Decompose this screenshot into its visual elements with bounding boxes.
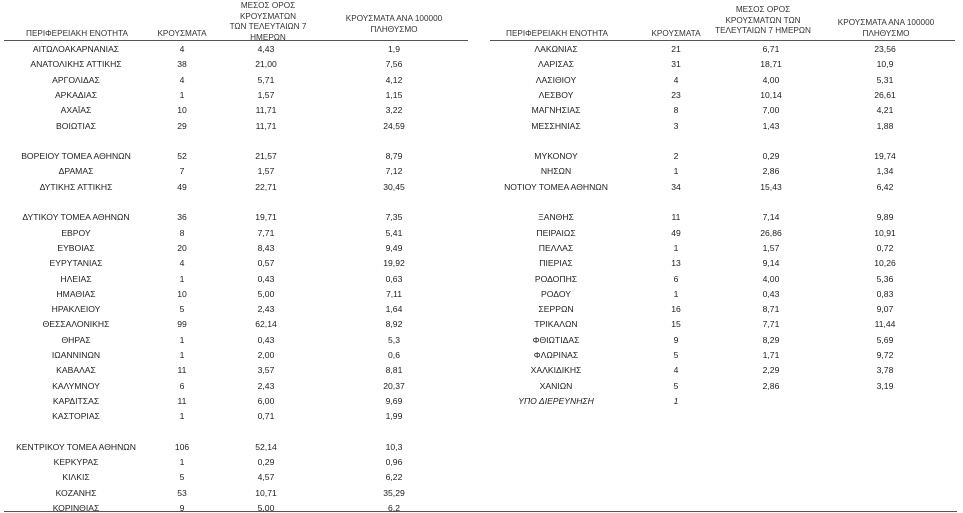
cell-region: ΕΥΒΟΙΑΣ [57, 242, 95, 253]
cell-per100k: 3,22 [385, 105, 403, 116]
cell-region: ΔΥΤΙΚΗΣ ΑΤΤΙΚΗΣ [39, 181, 113, 192]
cell-cases: 11 [177, 395, 187, 406]
cell-region: ΑΡΓΟΛΙΔΑΣ [52, 74, 100, 85]
cell-region: ΥΠΟ ΔΙΕΡΕΥΝΗΣΗ [518, 395, 594, 406]
cell-cases: 20 [177, 242, 187, 253]
cell-cases: 6 [673, 273, 679, 284]
cell-cases: 9 [179, 503, 185, 513]
cell-region: ΞΑΝΘΗΣ [538, 212, 574, 223]
cell-avg7: 21,00 [255, 59, 277, 70]
cell-region: ΚΑΛΥΜΝΟΥ [52, 380, 100, 391]
cell-avg7: 10,71 [255, 487, 277, 498]
right-header-region: ΠΕΡΙΦΕΡΕΙΑΚΗ ΕΝΟΤΗΤΑ [506, 29, 608, 38]
cell-cases: 1 [673, 395, 679, 406]
cell-region: ΑΧΑΪΑΣ [60, 105, 92, 116]
cell-region: ΚΑΒΑΛΑΣ [56, 365, 96, 376]
cell-region: ΗΛΕΙΑΣ [60, 273, 92, 284]
left-header-region: ΠΕΡΙΦΕΡΕΙΑΚΗ ΕΝΟΤΗΤΑ [26, 29, 128, 38]
cell-per100k: 9,72 [876, 350, 894, 360]
cell-region: ΡΟΔΟΥ [541, 288, 571, 299]
cell-cases: 1 [673, 166, 679, 177]
cell-region: ΣΕΡΡΩΝ [538, 304, 574, 315]
cell-avg7: 5,71 [257, 74, 275, 85]
cell-cases: 31 [671, 59, 681, 70]
cell-per100k: 9,89 [876, 212, 894, 223]
cell-per100k: 35,29 [383, 487, 405, 498]
cell-region: ΑΝΑΤΟΛΙΚΗΣ ΑΤΤΙΚΗΣ [30, 59, 122, 70]
cell-avg7: 5,00 [257, 503, 275, 513]
cell-cases: 36 [177, 212, 187, 223]
cell-region: ΚΟΖΑΝΗΣ [55, 487, 97, 498]
cell-cases: 2 [673, 151, 679, 162]
cell-avg7: 8,43 [257, 242, 275, 253]
cell-avg7: 0,43 [762, 288, 780, 299]
cell-avg7: 7,71 [762, 319, 780, 330]
cell-per100k: 4,21 [876, 105, 894, 116]
cell-per100k: 11,44 [874, 319, 896, 330]
cell-avg7: 22,71 [255, 181, 277, 192]
cell-region: ΧΑΝΙΩΝ [539, 380, 573, 391]
cell-avg7: 3,57 [257, 365, 275, 376]
cell-avg7: 1,71 [762, 350, 780, 360]
cell-per100k: 7,56 [385, 59, 403, 70]
cell-cases: 1 [179, 457, 185, 468]
cell-avg7: 8,29 [762, 334, 780, 345]
cell-cases: 10 [177, 288, 187, 299]
cell-avg7: 4,00 [762, 273, 780, 284]
cell-cases: 49 [177, 181, 187, 192]
cell-cases: 23 [671, 89, 681, 100]
cell-region: ΗΜΑΘΙΑΣ [56, 288, 96, 299]
cell-region: ΠΕΛΛΑΣ [538, 242, 574, 253]
cell-avg7: 15,43 [760, 181, 782, 192]
cell-cases: 13 [671, 258, 681, 269]
cell-per100k: 6,42 [876, 181, 894, 192]
cell-avg7: 26,86 [760, 227, 782, 238]
cell-avg7: 4,00 [762, 74, 780, 85]
cell-avg7: 0,43 [257, 334, 275, 345]
cell-avg7: 7,71 [257, 227, 275, 238]
cell-per100k: 5,36 [876, 273, 894, 284]
cell-cases: 52 [177, 151, 187, 162]
cell-per100k: 8,79 [385, 151, 403, 162]
cell-avg7: 0,29 [762, 151, 780, 162]
cell-cases: 16 [671, 304, 681, 315]
cell-cases: 4 [179, 44, 185, 54]
cell-per100k: 8,81 [385, 365, 403, 376]
cell-per100k: 7,12 [385, 166, 403, 177]
cell-region: ΛΑΣΙΘΙΟΥ [535, 74, 577, 85]
cell-region: ΑΡΚΑΔΙΑΣ [54, 89, 98, 100]
cell-cases: 99 [177, 319, 187, 330]
cell-per100k: 9,49 [385, 242, 403, 253]
cell-cases: 29 [177, 120, 187, 131]
cell-region: ΗΡΑΚΛΕΙΟΥ [51, 304, 101, 315]
cell-per100k: 10,3 [385, 441, 403, 452]
cell-region: ΕΥΡΥΤΑΝΙΑΣ [49, 258, 103, 269]
cell-cases: 11 [671, 212, 681, 223]
cell-per100k: 10,91 [874, 227, 896, 238]
cell-region: ΝΗΣΩΝ [540, 166, 572, 177]
cell-per100k: 23,56 [874, 44, 896, 54]
cell-region: ΚΙΛΚΙΣ [62, 472, 90, 483]
cell-avg7: 62,14 [255, 319, 277, 330]
cell-region: ΦΘΙΩΤΙΔΑΣ [532, 334, 580, 345]
cell-per100k: 3,78 [876, 365, 894, 376]
bottom-rule [4, 511, 957, 512]
cell-region: ΡΟΔΟΠΗΣ [534, 273, 578, 284]
left-header-avg7: ΜΕΣΟΣ ΟΡΟΣ ΚΡΟΥΣΜΑΤΩΝ ΤΩΝ ΤΕΛΕΥΤΑΙΩΝ 7 ΗΜΕΡΩΝ [229, 1, 307, 42]
cell-cases: 4 [673, 74, 679, 85]
cell-region: ΜΑΓΝΗΣΙΑΣ [531, 105, 581, 116]
cell-region: ΦΛΩΡΙΝΑΣ [533, 350, 579, 360]
cell-cases: 1 [179, 350, 185, 360]
cell-region: ΔΥΤΙΚΟΥ ΤΟΜΕΑ ΑΘΗΝΩΝ [22, 212, 130, 223]
cell-region: ΒΟΡΕΙΟΥ ΤΟΜΕΑ ΑΘΗΝΩΝ [21, 151, 131, 162]
cell-avg7: 2,86 [762, 166, 780, 177]
right-header-per100k: ΚΡΟΥΣΜΑΤΑ ΑΝΑ 100000 ΠΛΗΘΥΣΜΟ [837, 18, 935, 38]
cell-avg7: 6,00 [257, 395, 275, 406]
cell-cases: 38 [177, 59, 187, 70]
cell-cases: 5 [673, 350, 679, 360]
cell-cases: 5 [673, 380, 679, 391]
cell-avg7: 5,00 [257, 288, 275, 299]
cell-per100k: 20,37 [383, 380, 405, 391]
right-header-cases: ΚΡΟΥΣΜΑΤΑ [651, 29, 701, 38]
cell-cases: 1 [179, 273, 185, 284]
cell-cases: 21 [671, 44, 681, 54]
cell-per100k: 0,72 [876, 242, 894, 253]
cell-avg7: 1,57 [762, 242, 780, 253]
cell-avg7: 9,14 [762, 258, 780, 269]
cell-per100k: 0,83 [876, 288, 894, 299]
cell-region: ΚΑΣΤΟΡΙΑΣ [52, 411, 100, 422]
cell-region: ΠΙΕΡΙΑΣ [539, 258, 573, 269]
cell-region: ΧΑΛΚΙΔΙΚΗΣ [530, 365, 582, 376]
cell-avg7: 0,71 [257, 411, 275, 422]
cell-per100k: 5,69 [876, 334, 894, 345]
cell-avg7: 4,43 [257, 44, 275, 54]
cell-avg7: 11,71 [255, 120, 277, 131]
cell-region: ΒΟΙΩΤΙΑΣ [56, 120, 96, 131]
cell-per100k: 6,2 [388, 503, 400, 513]
cell-avg7: 1,57 [257, 166, 275, 177]
cell-per100k: 7,35 [385, 212, 403, 223]
cell-cases: 106 [174, 441, 190, 452]
cell-avg7: 2,43 [257, 304, 275, 315]
cell-avg7: 18,71 [760, 59, 782, 70]
cell-per100k: 8,92 [385, 319, 403, 330]
cell-avg7: 2,00 [257, 350, 275, 360]
cell-cases: 11 [177, 365, 187, 376]
cell-avg7: 10,14 [760, 89, 782, 100]
cell-avg7: 7,14 [762, 212, 780, 223]
cell-cases: 7 [179, 166, 185, 177]
cell-per100k: 1,99 [385, 411, 403, 422]
cell-cases: 1 [179, 334, 185, 345]
cell-per100k: 1,64 [385, 304, 403, 315]
cell-avg7: 0,29 [257, 457, 275, 468]
cell-cases: 5 [179, 304, 185, 315]
cell-cases: 8 [179, 227, 185, 238]
cell-region: ΚΑΡΔΙΤΣΑΣ [52, 395, 100, 406]
cell-per100k: 30,45 [383, 181, 405, 192]
cell-cases: 4 [179, 74, 185, 85]
cell-per100k: 0,6 [388, 350, 400, 360]
cell-avg7: 2,43 [257, 380, 275, 391]
cell-per100k: 19,92 [383, 258, 405, 269]
cell-region: ΚΕΡΚΥΡΑΣ [53, 457, 99, 468]
cell-region: ΙΩΑΝΝΙΝΩΝ [51, 350, 101, 360]
cell-region: ΝΟΤΙΟΥ ΤΟΜΕΑ ΑΘΗΝΩΝ [504, 181, 608, 192]
cell-per100k: 1,9 [388, 44, 400, 54]
cell-cases: 8 [673, 105, 679, 116]
cell-region: ΔΡΑΜΑΣ [58, 166, 94, 177]
cell-cases: 9 [673, 334, 679, 345]
cell-per100k: 9,07 [876, 304, 894, 315]
cell-cases: 4 [673, 365, 679, 376]
cell-per100k: 19,74 [874, 151, 896, 162]
cell-region: ΛΕΣΒΟΥ [538, 89, 574, 100]
cell-per100k: 1,88 [876, 120, 894, 131]
cell-avg7: 11,71 [255, 105, 277, 116]
right-header-rule [490, 40, 955, 41]
cell-per100k: 5,31 [876, 74, 894, 85]
cell-region: ΛΑΚΩΝΙΑΣ [534, 44, 578, 54]
cell-per100k: 0,63 [385, 273, 403, 284]
cell-per100k: 10,9 [876, 59, 894, 70]
cell-per100k: 24,59 [383, 120, 405, 131]
cell-region: ΘΕΣΣΑΛΟΝΙΚΗΣ [42, 319, 110, 330]
cell-per100k: 10,26 [874, 258, 896, 269]
cell-cases: 15 [671, 319, 681, 330]
cell-avg7: 0,43 [257, 273, 275, 284]
cell-region: ΑΙΤΩΛΟΑΚΑΡΝΑΝΙΑΣ [32, 44, 120, 54]
cell-avg7: 2,29 [762, 365, 780, 376]
cell-region: ΤΡΙΚΑΛΩΝ [534, 319, 578, 330]
cell-cases: 3 [673, 120, 679, 131]
cell-avg7: 6,71 [762, 44, 780, 54]
cell-per100k: 3,19 [876, 380, 894, 391]
cell-cases: 49 [671, 227, 681, 238]
cell-per100k: 1,15 [385, 89, 403, 100]
cell-region: ΚΟΡΙΝΘΙΑΣ [52, 503, 100, 513]
cell-cases: 5 [179, 472, 185, 483]
cell-cases: 34 [671, 181, 681, 192]
cell-avg7: 1,43 [762, 120, 780, 131]
cell-avg7: 2,86 [762, 380, 780, 391]
cell-region: ΠΕΙΡΑΙΩΣ [536, 227, 576, 238]
cell-region: ΘΗΡΑΣ [61, 334, 91, 345]
right-header-avg7: ΜΕΣΟΣ ΟΡΟΣ ΚΡΟΥΣΜΑΤΩΝ ΤΩΝ ΤΕΛΕΥΤΑΙΩΝ 7 ΗΜΕΡΩΝ [715, 5, 811, 35]
cell-per100k: 9,69 [385, 395, 403, 406]
cell-region: ΚΕΝΤΡΙΚΟΥ ΤΟΜΕΑ ΑΘΗΝΩΝ [16, 441, 136, 452]
cell-region: ΛΑΡΙΣΑΣ [538, 59, 574, 70]
cell-cases: 1 [179, 411, 185, 422]
cell-avg7: 19,71 [255, 212, 277, 223]
cell-avg7: 52,14 [255, 441, 277, 452]
cell-per100k: 0,96 [385, 457, 403, 468]
left-header-cases: ΚΡΟΥΣΜΑΤΑ [157, 29, 207, 38]
cell-per100k: 26,61 [874, 89, 896, 100]
cell-avg7: 4,57 [257, 472, 275, 483]
cell-region: ΕΒΡΟΥ [61, 227, 91, 238]
left-header-rule [4, 40, 468, 41]
cell-per100k: 5,41 [385, 227, 403, 238]
left-header-per100k: ΚΡΟΥΣΜΑΤΑ ΑΝΑ 100000 ΠΛΗΘΥΣΜΟ [345, 14, 443, 34]
cell-avg7: 21,57 [255, 151, 277, 162]
cell-cases: 6 [179, 380, 185, 391]
cell-cases: 53 [177, 487, 187, 498]
cell-per100k: 4,12 [385, 74, 403, 85]
cell-region: ΜΥΚΟΝΟΥ [534, 151, 578, 162]
cell-cases: 1 [673, 288, 679, 299]
cell-region: ΜΕΣΣΗΝΙΑΣ [531, 120, 581, 131]
cell-per100k: 1,34 [876, 166, 894, 177]
cell-avg7: 1,57 [257, 89, 275, 100]
cell-per100k: 7,11 [385, 288, 403, 299]
cell-avg7: 8,71 [762, 304, 780, 315]
cell-avg7: 0,57 [257, 258, 275, 269]
cell-avg7: 7,00 [762, 105, 780, 116]
cell-per100k: 6,22 [385, 472, 403, 483]
cell-cases: 1 [179, 89, 185, 100]
cell-cases: 4 [179, 258, 185, 269]
cell-cases: 1 [673, 242, 679, 253]
cell-cases: 10 [177, 105, 187, 116]
cell-per100k: 5,3 [388, 334, 400, 345]
